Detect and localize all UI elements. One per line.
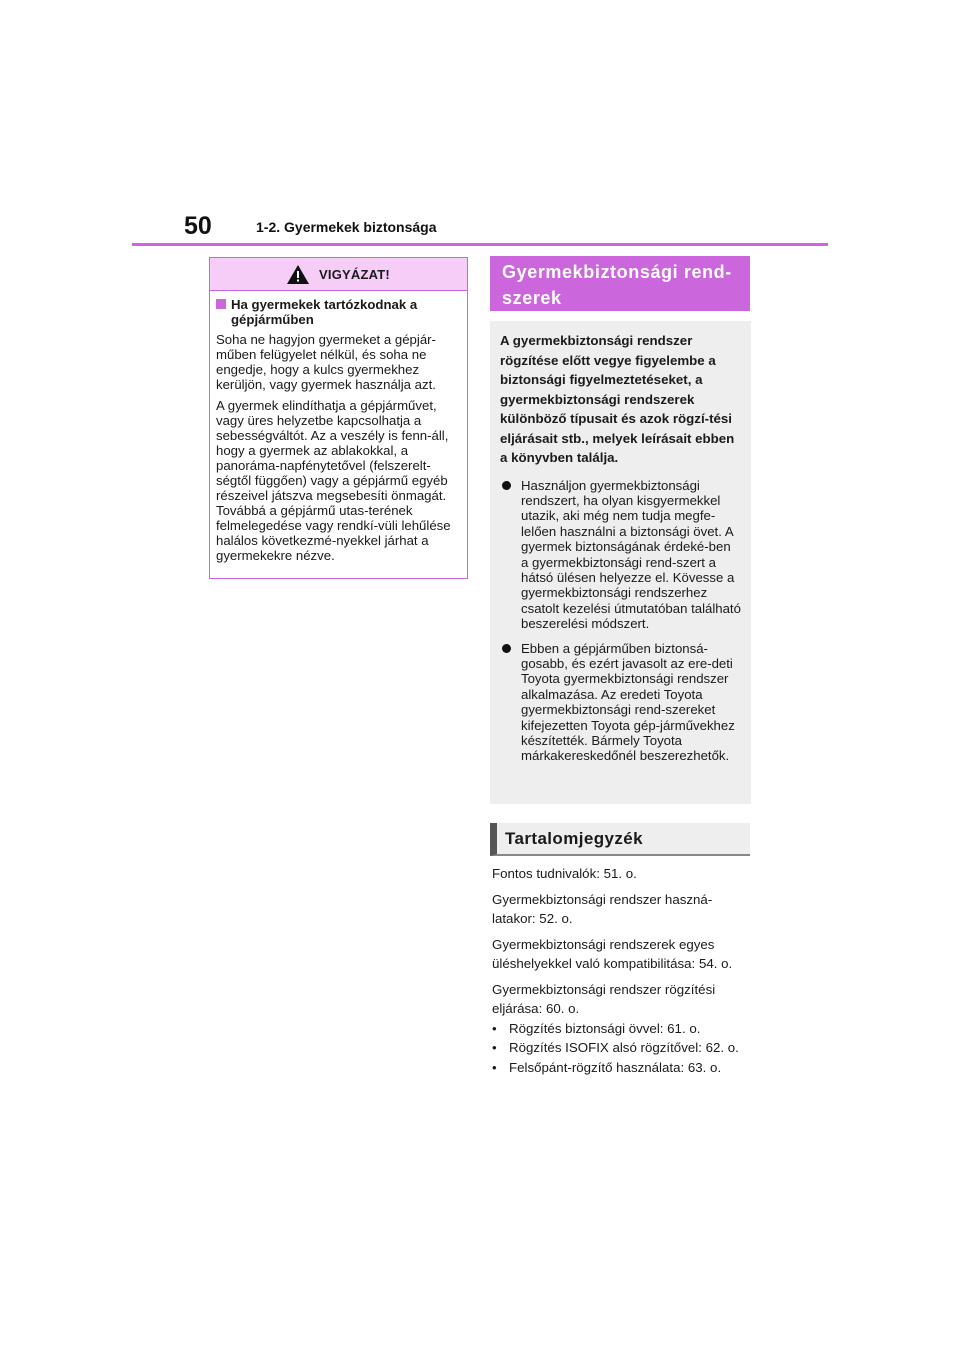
warning-heading-text: Ha gyermekek tartózkodnak a gépjárműben	[231, 297, 418, 327]
toc-sub-entry	[492, 1038, 750, 1058]
bullet-mark: •	[492, 1020, 497, 1036]
warning-body	[210, 291, 467, 563]
toc-entry: Gyermekbiztonsági rendszer rögzítési eljárása: 60. o.	[492, 981, 716, 1016]
bullet-mark: •	[492, 1040, 497, 1055]
list-item	[500, 641, 741, 764]
toc-entry: Gyermekbiztonsági rendszerek egyes üléshelyekkel való kompatibilitása: 54. o.	[492, 936, 733, 971]
toc-sub-entry-text: Rögzítés biztonsági övvel: 61. o.	[509, 1020, 701, 1036]
bullet-mark: •	[492, 1059, 497, 1075]
header-divider	[132, 243, 828, 246]
square-bullet-icon	[216, 299, 226, 309]
toc-list	[492, 864, 750, 1077]
warning-box	[209, 257, 468, 579]
page-number: 50	[184, 212, 212, 240]
warning-header	[210, 258, 467, 291]
toc-sub-entry-text: Rögzítés ISOFIX alsó rögzítővel: 62. o.	[509, 1040, 739, 1055]
list-item	[500, 478, 741, 632]
section-title: 1-2. Gyermekek biztonsága	[256, 219, 437, 235]
warning-title: VIGYÁZAT!	[319, 266, 390, 282]
list-item-text: Ebben a gépjárműben biztonsá-gosabb, és ezért javasolt az ere-deti Toyota gyermekbiztonsági rendszer alkalmazása. Az eredeti Toyota gyermekbiztonsági rend-szereket kifejezetten Toyota gép-járművekhez készítették. Bármely Toyota márkakereskedőnél beszerezhetők.	[521, 640, 735, 764]
bullet-dot-icon	[502, 481, 511, 490]
toc-entry: Gyermekbiztonsági rendszer haszná-latakor: 52. o.	[492, 891, 713, 926]
section-banner: Gyermekbiztonsági rend-szerek	[490, 256, 750, 311]
toc-sub-entry-text: Felsőpánt-rögzítő használata: 63. o.	[509, 1059, 722, 1075]
toc-sub-entry	[492, 1058, 750, 1078]
list-item-text: Használjon gyermekbiztonsági rendszert, ha olyan kisgyermekkel utazik, aki még nem tudja megfe-lelően használni a biztonsági övet. A gyermek biztonságának érdeké-ben a gyermekbiztonsági rend-szert a hátsó ülésen helyezze el. Kövesse a gyermekbiztonsági rendszerhez csatolt kezelési útmutatóban található beszerelési módszert.	[521, 477, 741, 632]
toc-heading: Tartalomjegyzék	[490, 823, 750, 856]
intro-box	[490, 321, 751, 804]
warning-triangle-icon	[287, 265, 309, 284]
toc-entry: Fontos tudnivalók: 51. o.	[492, 866, 637, 881]
toc-sub-entry	[492, 1019, 750, 1039]
warning-heading	[216, 297, 461, 327]
warning-paragraph: A gyermek elindíthatja a gépjárművet, vagy üres helyzetbe kapcsolhatja a sebességváltót. Az a veszély is fenn-áll, hogy a gyermek az ablakokkal, a panoráma-napfénytetővel (felszerelt-ségtől függően) vagy a gépjármű egyéb részeivel játszva megsebesíti önmagát. Továbbá a gépjármű utas-terének felmelegedése vagy rendkí-vüli lehűlése halálos következmé-nyekkel járhat a gyermekekre nézve.	[216, 398, 451, 563]
bullet-dot-icon	[502, 644, 511, 653]
warning-paragraph: Soha ne hagyjon gyermeket a gépjár-műben felügyelet nélkül, és soha ne engedje, hogy a kulcs gyermekhez kerüljön, vagy gyermek használja azt.	[216, 332, 436, 392]
intro-text: A gyermekbiztonsági rendszer rögzítése előtt vegye figyelembe a biztonsági figyelmeztetéseket, a gyermekbiztonsági rendszerek különböző típusait és azok rögzí-tési eljárásait stb., melyek leírásait ebben a könyvben találja.	[500, 333, 735, 465]
